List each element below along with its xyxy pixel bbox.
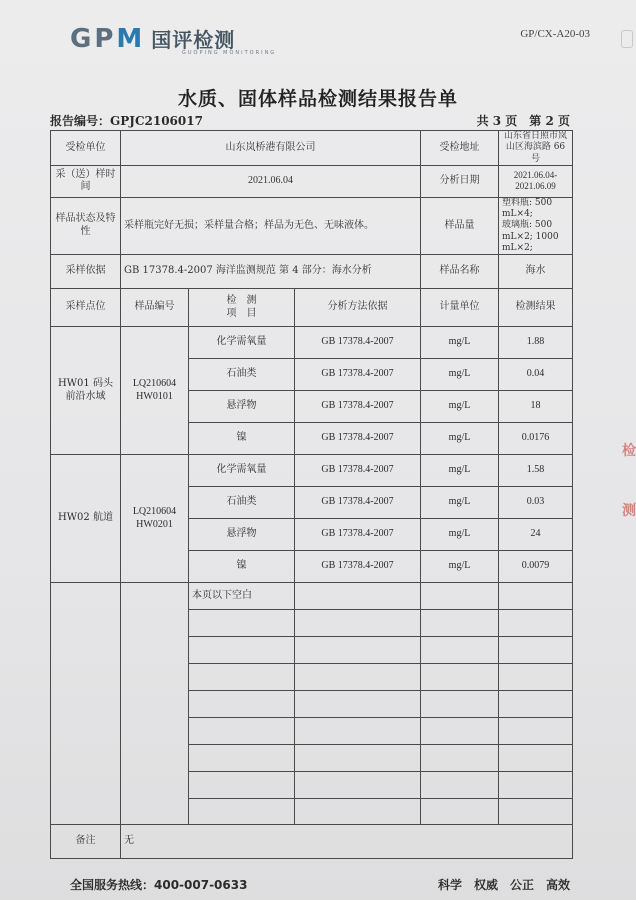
item-cell: 石油类 xyxy=(189,487,295,519)
item-cell: 镍 xyxy=(189,423,295,455)
blank-cell xyxy=(295,691,421,718)
sampling-date-label: 采（送）样时间 xyxy=(51,165,121,197)
col-header-method: 分析方法依据 xyxy=(295,289,421,327)
unit-cell: mg/L xyxy=(421,359,499,391)
info-row-sample-state xyxy=(51,197,573,254)
blank-cell xyxy=(421,691,499,718)
stamp-char: 测 xyxy=(622,503,636,519)
blank-cell xyxy=(421,745,499,772)
blank-cell xyxy=(295,637,421,664)
blank-cell xyxy=(189,718,295,745)
company-slogan: 科学 权威 公正 高效 xyxy=(437,878,570,892)
page-indicator: 共 3 页 第 2 页 xyxy=(476,114,570,128)
method-cell: GB 17378.4-2007 xyxy=(295,487,421,519)
client-label: 受检单位 xyxy=(51,131,121,166)
client-value: 山东岚桥港有限公司 xyxy=(121,131,421,166)
unit-cell: mg/L xyxy=(421,327,499,359)
blank-cell xyxy=(295,772,421,799)
sample-qty-value xyxy=(499,197,573,254)
blank-cell xyxy=(295,799,421,825)
group-sample-no: LQ210604 HW0201 xyxy=(121,455,189,583)
logo-chinese-name: 国评检测 xyxy=(151,28,236,52)
sample-qty-line-1: 塑料瓶: 500 mL×4; xyxy=(502,197,553,219)
results-table xyxy=(50,130,573,859)
method-cell: GB 17378.4-2007 xyxy=(295,423,421,455)
blank-cell xyxy=(421,610,499,637)
info-row-basis xyxy=(51,255,573,289)
blank-cell xyxy=(295,718,421,745)
sample-qty-label: 样品量 xyxy=(421,197,499,254)
method-cell: GB 17378.4-2007 xyxy=(295,327,421,359)
analysis-date-value: 2021.06.04-2021.06.09 xyxy=(499,165,573,197)
method-cell: GB 17378.4-2007 xyxy=(295,391,421,423)
blank-cell xyxy=(121,583,189,825)
group-location: HW02 航道 xyxy=(51,455,121,583)
blank-cell xyxy=(189,799,295,825)
item-cell: 镍 xyxy=(189,551,295,583)
sample-name-label: 样品名称 xyxy=(421,255,499,289)
col-header-item: 检 测 项 目 xyxy=(189,289,295,327)
report-number: 报告编号：GPJC2106017 xyxy=(50,114,203,128)
column-header-row xyxy=(51,289,573,327)
result-cell: 0.0176 xyxy=(499,423,573,455)
result-cell: 1.88 xyxy=(499,327,573,359)
result-cell: 18 xyxy=(499,391,573,423)
blank-cell xyxy=(421,637,499,664)
table-row xyxy=(51,455,573,487)
col-header-unit: 计量单位 xyxy=(421,289,499,327)
blank-cell xyxy=(499,799,573,825)
address-label: 受检地址 xyxy=(421,131,499,166)
unit-cell: mg/L xyxy=(421,551,499,583)
unit-cell: mg/L xyxy=(421,519,499,551)
table-row xyxy=(51,327,573,359)
method-cell: GB 17378.4-2007 xyxy=(295,455,421,487)
item-cell: 化学需氧量 xyxy=(189,455,295,487)
col-header-result: 检测结果 xyxy=(499,289,573,327)
blank-cell xyxy=(421,664,499,691)
result-cell: 0.0079 xyxy=(499,551,573,583)
blank-cell xyxy=(499,610,573,637)
blank-cell xyxy=(499,745,573,772)
col-header-location: 采样点位 xyxy=(51,289,121,327)
group-sample-no: LQ210604 HW0101 xyxy=(121,327,189,455)
sample-name-value: 海水 xyxy=(499,255,573,289)
logo-gpm-text: GPM xyxy=(70,24,146,54)
unit-cell: mg/L xyxy=(421,455,499,487)
unit-cell: mg/L xyxy=(421,487,499,519)
method-cell: GB 17378.4-2007 xyxy=(295,551,421,583)
blank-cell xyxy=(421,718,499,745)
blank-cell xyxy=(295,664,421,691)
item-cell: 石油类 xyxy=(189,359,295,391)
binding-hole xyxy=(621,30,633,48)
blank-row xyxy=(51,583,573,610)
blank-cell xyxy=(421,772,499,799)
service-hotline: 全国服务热线：400-007-0633 xyxy=(70,878,248,892)
blank-cell xyxy=(499,664,573,691)
stamp-char: 检 xyxy=(622,443,636,459)
page-title: 水质、固体样品检测结果报告单 xyxy=(177,88,458,110)
blank-cell xyxy=(499,718,573,745)
address-value: 山东省日照市岚山区海滨路 66 号 xyxy=(499,131,573,166)
blank-cell xyxy=(189,637,295,664)
logo-subtitle: GUOPING MONITORING xyxy=(182,50,277,56)
col-header-sample-no: 样品编号 xyxy=(121,289,189,327)
blank-cell xyxy=(499,691,573,718)
info-row-dates xyxy=(51,165,573,197)
blank-cell xyxy=(189,664,295,691)
unit-cell: mg/L xyxy=(421,423,499,455)
analysis-date-label: 分析日期 xyxy=(421,165,499,197)
basis-value: GB 17378.4-2007 海洋监测规范 第 4 部分：海水分析 xyxy=(121,255,421,289)
blank-cell xyxy=(51,583,121,825)
sample-qty-line-2: 玻璃瓶: 500 mL×2; 1000 mL×2; xyxy=(502,220,559,253)
blank-cell xyxy=(421,799,499,825)
blank-cell xyxy=(295,583,421,610)
seal-stamp-edge xyxy=(622,440,636,580)
result-cell: 0.03 xyxy=(499,487,573,519)
blank-cell xyxy=(499,772,573,799)
sample-state-label: 样品状态及特性 xyxy=(51,197,121,254)
sampling-date-value: 2021.06.04 xyxy=(121,165,421,197)
blank-cell xyxy=(189,691,295,718)
document-code: GP/CX-A20-03 xyxy=(520,28,590,40)
blank-note: 本页以下空白 xyxy=(189,583,295,610)
remarks-label: 备注 xyxy=(51,825,121,859)
result-cell: 24 xyxy=(499,519,573,551)
blank-cell xyxy=(295,610,421,637)
blank-cell xyxy=(189,745,295,772)
info-row-client xyxy=(51,131,573,166)
sample-state-value: 采样瓶完好无损；采样量合格；样品为无色、无味液体。 xyxy=(121,197,421,254)
basis-label: 采样依据 xyxy=(51,255,121,289)
result-cell: 1.58 xyxy=(499,455,573,487)
unit-cell: mg/L xyxy=(421,391,499,423)
result-cell: 0.04 xyxy=(499,359,573,391)
blank-cell xyxy=(499,583,573,610)
blank-cell xyxy=(421,583,499,610)
item-cell: 悬浮物 xyxy=(189,391,295,423)
blank-cell xyxy=(189,772,295,799)
method-cell: GB 17378.4-2007 xyxy=(295,359,421,391)
page-header xyxy=(70,20,590,60)
remarks-row xyxy=(51,825,573,859)
item-cell: 化学需氧量 xyxy=(189,327,295,359)
method-cell: GB 17378.4-2007 xyxy=(295,519,421,551)
blank-cell xyxy=(295,745,421,772)
blank-cell xyxy=(499,637,573,664)
group-location: HW01 码头前沿水域 xyxy=(51,327,121,455)
item-cell: 悬浮物 xyxy=(189,519,295,551)
blank-cell xyxy=(189,610,295,637)
remarks-value: 无 xyxy=(121,825,573,859)
